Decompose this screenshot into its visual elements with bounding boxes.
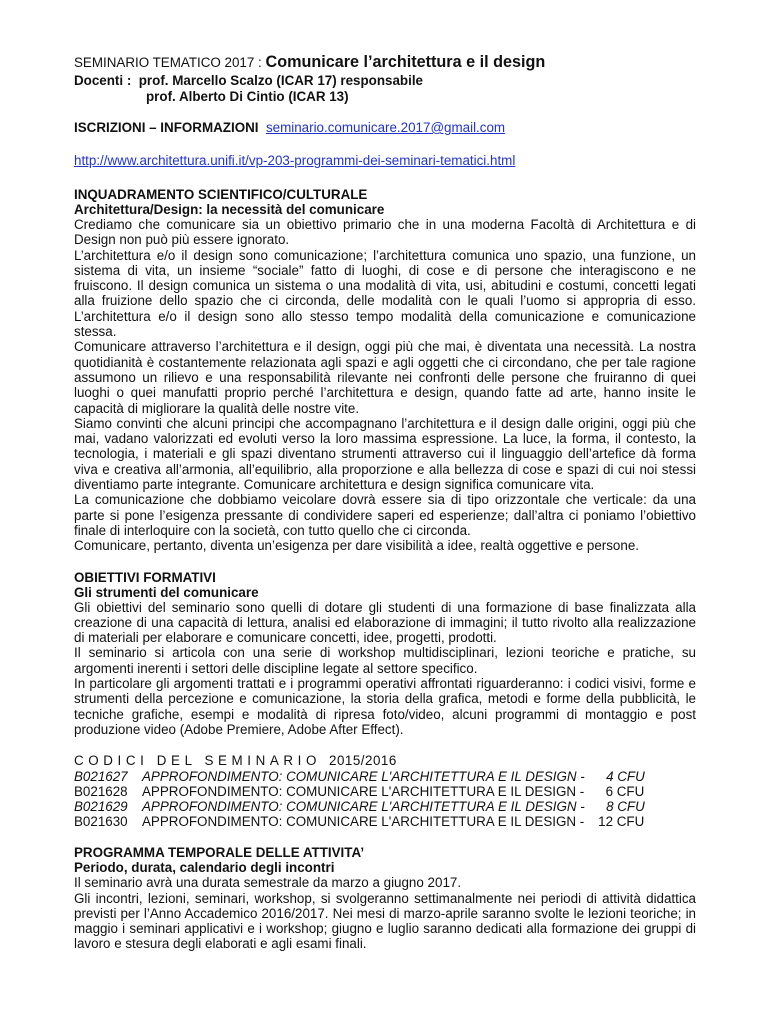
codici-heading bbox=[74, 753, 696, 769]
inquadramento-paragraph: Comunicare, pertanto, diventa un’esigenza per dare visibilità a idee, realtà oggettive e persone. bbox=[74, 538, 639, 554]
iscrizioni-label: ISCRIZIONI – INFORMAZIONI bbox=[74, 120, 259, 135]
title-main: Comunicare l’architettura e il design bbox=[265, 53, 546, 71]
document-page bbox=[74, 52, 696, 952]
docente-1: prof. Marcello Scalzo (ICAR 17) responsabile bbox=[138, 73, 424, 88]
docenti-label: Docenti : bbox=[74, 73, 132, 88]
programma-paragraph: Gli incontri, lezioni, seminari, workshop, si svolgeranno settimanalmente nei periodi di attività didattica previsti per l’Anno Accademico 2016/2017. Nei mesi di marzo-aprile saranno svolte le lezioni teoriche; in maggio i seminari applicativi e i workshop; giugno e luglio saranno dedicati alla formazione dei gruppi di lavoro e stesura degli elaborati e agli esami finali. bbox=[74, 890, 696, 952]
code-id: B021629 bbox=[74, 799, 128, 815]
docenti-line bbox=[74, 73, 696, 89]
obiettivi-paragraph: Il seminario si articola con una serie di workshop multidisciplinari, lezioni teoriche e pratiche, su argomenti inerenti i settori delle discipline legate al settore specifico. bbox=[74, 645, 696, 676]
inquadramento-paragraph: Siamo convinti che alcuni principi che accompagnano l’architettura e il design dalle origini, oggi più che mai, vadano valorizzati ed evoluti verso la loro massima espressione. La luce, la forma, il contesto, la tecnologia, i materiali e gli spazi diventano strumenti attraverso cui il linguaggio dell’artefice dà forma viva e creativa all’armonia, all’equilibrio, alla proporzione e alla bellezza di cose e spazi di cui noi stessi diventiamo parte integrante. Comunicare architettura e design significa comunicare vita. bbox=[74, 415, 696, 493]
code-cfu: 6 CFU bbox=[605, 784, 645, 800]
email-link[interactable]: seminario.comunicare.2017@gmail.com bbox=[265, 120, 506, 135]
code-cfu: 4 CFU bbox=[606, 769, 645, 785]
codici-label: CODICI DEL SEMINARIO bbox=[74, 753, 322, 769]
inquadramento-heading: INQUADRAMENTO SCIENTIFICO/CULTURALE bbox=[74, 187, 368, 202]
code-row bbox=[74, 769, 696, 784]
code-id: B021627 bbox=[74, 769, 128, 785]
code-cfu: 8 CFU bbox=[606, 799, 645, 815]
title-prefix: SEMINARIO TEMATICO 2017 : bbox=[74, 55, 262, 70]
inquadramento-paragraph: La comunicazione che dobbiamo veicolare dovrà essere sia di tipo orizzontale che verticale: da una parte si pone l’esigenza pressante di condividere saperi ed esperienze; dall’altra ci poniamo l’obiettivo finale di interloquire con la società, con tutto quello che ci circonda. bbox=[74, 492, 696, 538]
code-id: B021628 bbox=[74, 784, 128, 800]
inquadramento-paragraph: Comunicare attraverso l’architettura e il design, oggi più che mai, è diventata una necessità. La nostra quotidianità è costantemente relazionata agli spazi e agli oggetti che ci circondano, che per tale ragione assumono un rilievo e una responsabilità rilevante nei confronti delle persone che fruiranno di quei luoghi o quei manufatti proprio perché l’architettura e design, quando fatte ad arte, hanno insite le capacità di migliorare la qualità delle nostre vite. bbox=[74, 339, 696, 416]
docente-2: prof. Alberto Di Cintio (ICAR 13) bbox=[146, 89, 349, 104]
code-desc: APPROFONDIMENTO: COMUNICARE L'ARCHITETTURA E IL DESIGN - bbox=[142, 814, 585, 830]
code-id: B021630 bbox=[74, 814, 128, 830]
code-desc: APPROFONDIMENTO: COMUNICARE L'ARCHITETTURA E IL DESIGN - bbox=[142, 769, 585, 785]
document-title bbox=[74, 52, 696, 73]
iscrizioni-line bbox=[74, 118, 696, 138]
code-row bbox=[74, 799, 696, 814]
inquadramento-paragraph: Crediamo che comunicare sia un obiettivo primario che in una moderna Facoltà di Architettura e di Design non può più essere ignorato. bbox=[74, 217, 696, 248]
codici-year: 2015/2016 bbox=[329, 753, 397, 769]
inquadramento-subheading: Architettura/Design: la necessità del comunicare bbox=[74, 202, 385, 217]
code-row bbox=[74, 814, 696, 829]
obiettivi-paragraph: In particolare gli argomenti trattati e i programmi operativi affrontati riguarderanno: i codici visivi, forme e strumenti della percezione e comunicazione, la storia della grafica, metodi e forme della pubblicità, le tecniche grafiche, esempi e modalità di ripresa foto/video, alcuni programmi di montaggio e post produzione video (Adobe Premiere, Adobe After Effect). bbox=[74, 676, 696, 737]
inquadramento-paragraph: L’architettura e/o il design sono comunicazione; l’architettura comunica uno spazio, una funzione, un sistema di vita, un insieme “sociale” fatto di luoghi, di cose e di persone che interagiscono e ne fruiscono. Il design comunica un sistema o una modalità di vita, usi, abitudini e costumi, concetti legati alla fruizione dello spazio che ci circonda, delle modalità con le quali l’uomo si appropria di esso. L’architettura e/o il design sono allo stesso tempo modalità della comunicazione e comunicazione stessa. bbox=[74, 247, 696, 340]
url-line bbox=[74, 151, 696, 171]
code-row bbox=[74, 784, 696, 799]
code-desc: APPROFONDIMENTO: COMUNICARE L'ARCHITETTURA E IL DESIGN - bbox=[142, 799, 585, 815]
seminar-url-link[interactable]: http://www.architettura.unifi.it/vp-203-programmi-dei-seminari-tematici.html bbox=[74, 153, 516, 168]
programma-subheading: Periodo, durata, calendario degli incontri bbox=[74, 860, 335, 876]
programma-paragraph: Il seminario avrà una durata semestrale da marzo a giugno 2017. bbox=[74, 875, 462, 891]
obiettivi-subheading: Gli strumenti del comunicare bbox=[74, 584, 259, 600]
obiettivi-heading: OBIETTIVI FORMATIVI bbox=[74, 569, 216, 585]
code-desc: APPROFONDIMENTO: COMUNICARE L'ARCHITETTURA E IL DESIGN - bbox=[142, 784, 585, 800]
obiettivi-paragraph: Gli obiettivi del seminario sono quelli di dotare gli studenti di una formazione di base finalizzata alla creazione di una capacità di lettura, analisi ed elaborazione di immagini; il tutto rivolto alla realizzazione di materiali per elaborare e comunicare concetti, idee, progetti, prodotti. bbox=[74, 599, 696, 646]
code-cfu: 12 CFU bbox=[598, 814, 645, 830]
programma-heading: PROGRAMMA TEMPORALE DELLE ATTIVITA’ bbox=[74, 845, 365, 861]
